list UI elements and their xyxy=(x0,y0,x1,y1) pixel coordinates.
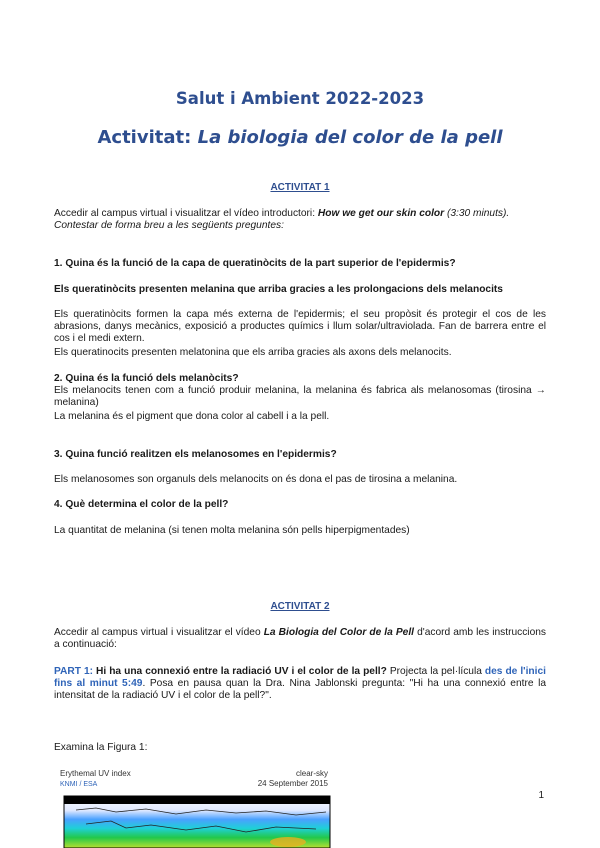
activitat1-intro xyxy=(54,208,546,232)
part1-text-a: Projecta la pel·lícula xyxy=(389,666,482,677)
intro-tail: d'acord amb les instruccions a continuació: xyxy=(54,627,546,651)
activity-name: La biologia del color de la pell xyxy=(197,127,503,148)
part1-paragraph xyxy=(54,666,546,703)
activitat1-heading: ACTIVITAT 1 xyxy=(270,182,330,193)
intro-text: Accedir al campus virtual i visualitzar el vídeo introductori: xyxy=(54,208,316,219)
intro-text-2: Accedir al campus virtual i visualitzar el vídeo xyxy=(54,627,261,638)
figure-label-right-2: 24 September 2015 xyxy=(257,779,328,788)
instruction-text: Contestar de forma breu a les següents preguntes: xyxy=(54,220,284,232)
answer-2-paragraph-2: La melanina és el pigment que dona color al cabell i a la pell. xyxy=(54,411,330,422)
part1-highlight: des de l'inici fins al minut 5:49 xyxy=(54,666,546,690)
answer-3: Els melanosomes son organuls dels melanocits on és dona el pas de tirosina a melanina. xyxy=(54,474,458,485)
answer-1-bold: Els queratinòcits presenten melanina que arriba gracies a les prolongacions dels melanocits xyxy=(54,284,503,295)
figure-label-left-2: KNMI / ESA xyxy=(60,781,98,788)
course-title: Salut i Ambient 2022-2023 xyxy=(175,89,425,108)
question-1: 1. Quina és la funció de la capa de queratinòcits de la part superior de l'epidermis? xyxy=(54,258,456,269)
part1-question: Hi ha una connexió entre la radiació UV i el color de la pell? xyxy=(96,666,387,677)
activity-prefix: Activitat: xyxy=(97,127,192,148)
answer-4: La quantitat de melanina (si tenen molta melanina són pells hiperpigmentades) xyxy=(54,525,410,536)
question-4: 4. Què determina el color de la pell? xyxy=(54,499,229,510)
answer-1-paragraph-1: Els queratinòcits formen la capa més externa de l'epidermis; el seu propòsit és protegir el cos de les abrasions, danys mecànics, exposició a productes químics i llum solar/ultraviolada. Fan de barrera entre el cos i el medi extern. xyxy=(54,309,546,345)
answer-2-paragraph-1: Els melanocits tenen com a funció produir melanina, la melanina és fabrica als melanosomas (tirosina → melanina) xyxy=(54,385,546,409)
question-3: 3. Quina funció realitzen els melanosomes en l'epidermis? xyxy=(54,449,337,460)
video-title-link[interactable]: How we get our skin color xyxy=(317,208,445,219)
figure-1-uv-map xyxy=(56,766,338,848)
figure-label-right: clear-sky xyxy=(295,769,328,778)
uv-map-graphic xyxy=(56,766,338,848)
activitat2-heading: ACTIVITAT 2 xyxy=(270,601,330,612)
video-duration: (3:30 minuts). xyxy=(446,208,510,219)
part1-label: PART 1: xyxy=(54,666,94,677)
figure-intro: Examina la Figura 1: xyxy=(54,742,148,753)
video-title-2-link[interactable]: La Biologia del Color de la Pell xyxy=(263,627,414,638)
activitat2-intro xyxy=(54,627,546,651)
activity-title xyxy=(0,127,600,148)
page-number: 1 xyxy=(538,790,544,801)
answer-1-paragraph-2: Els queratinocits presenten melatonina que els arriba gracies als axons dels melanocits. xyxy=(54,347,452,358)
part1-text-b: . Posa en pausa quan la Dra. Nina Jablonski pregunta: "Hi ha una connexió entre la intensitat de la radiació UV i el color de la pell?". xyxy=(54,678,546,702)
figure-label-left: Erythemal UV index xyxy=(60,769,131,778)
question-2: 2. Quina és la funció dels melanòcits? xyxy=(54,373,239,384)
